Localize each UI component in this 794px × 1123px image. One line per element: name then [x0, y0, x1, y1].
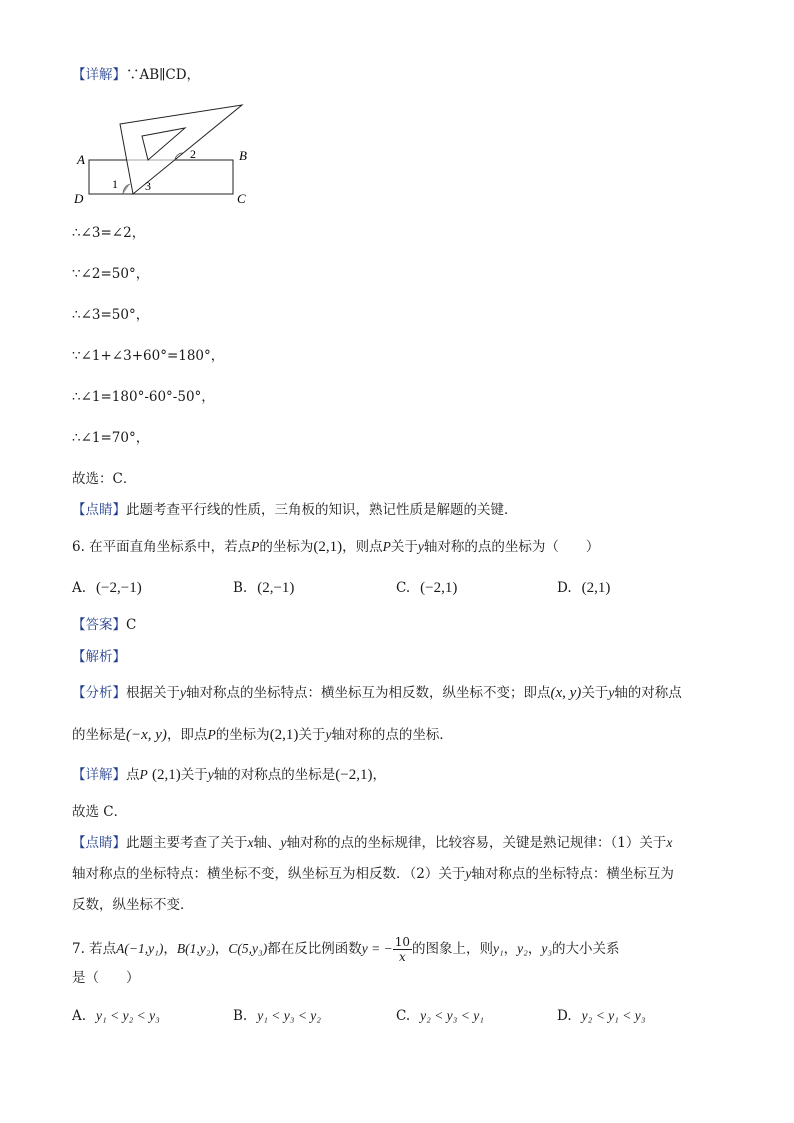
triangle-ruler: [120, 105, 242, 194]
q7-fraction: [393, 935, 412, 964]
choose-line: 故选：C．: [72, 471, 137, 487]
fenxi-p: P: [207, 727, 216, 742]
step-line: ∴∠1=180°-60°-50°，: [72, 389, 215, 405]
option-letter: B.: [233, 580, 248, 596]
q6-coord: (2,1): [313, 539, 343, 555]
q6-option-a: [72, 578, 142, 598]
q7-text: 7. 若点: [72, 941, 117, 957]
fenxi-y: y: [180, 685, 186, 700]
fenxi-text: 的坐标是: [72, 727, 126, 743]
fenxi-text: ，即点: [166, 727, 208, 743]
fenxi-text: 关于: [298, 727, 326, 743]
detail6-coord: (2,1): [152, 767, 181, 783]
q7-option-b: [233, 1006, 321, 1026]
fenxi-tag: 【分析】: [72, 685, 126, 701]
fenxi-xy: (x, y): [550, 685, 582, 701]
q6-text: 轴对称的点的坐标为（ ）: [423, 539, 600, 555]
q6-text: 关于: [390, 539, 418, 555]
comment6-y: y: [465, 866, 472, 881]
fenxi-text: 轴对称的点的坐标．: [331, 727, 453, 743]
q6-y: y: [417, 539, 424, 554]
analysis-tag: 【解析】: [72, 649, 126, 665]
q6-text: ，则点: [342, 539, 383, 555]
option-letter: D.: [557, 1008, 572, 1024]
answer-tag: 【答案】: [72, 617, 126, 633]
step-line: ∴∠3=∠2，: [72, 225, 146, 241]
comment6-y: y: [280, 835, 287, 850]
label-angle-1: 1: [112, 177, 118, 191]
q7-text: ，: [163, 941, 177, 957]
q7-option-d: [557, 1006, 645, 1026]
label-c: C: [237, 191, 246, 206]
answer-text: C: [126, 617, 137, 633]
q7-text: ，: [214, 941, 229, 957]
comment6-text: 轴对称点的坐标特点：横坐标互为: [471, 866, 674, 882]
fenxi-text: 关于: [581, 685, 609, 701]
q7-text: ，: [527, 941, 542, 957]
option-value: y₂ < y₁ < y₃: [581, 1008, 646, 1023]
option-letter: C.: [396, 580, 411, 596]
label-a: A: [77, 152, 85, 167]
q7-point-a: A(−1,y₁): [116, 941, 164, 956]
comment6-x: x: [247, 835, 254, 850]
q6-point-p: P: [251, 539, 260, 554]
fraction-denominator: x: [398, 950, 406, 964]
comment6-text: 轴对称的点的坐标规律，比较容易，关键是熟记规律：（1）关于: [286, 835, 667, 851]
q7-y2: y₂: [517, 941, 528, 956]
fenxi-text: 的坐标为: [215, 727, 270, 743]
option-letter: D.: [557, 580, 572, 596]
detail6-text: 关于: [180, 767, 208, 783]
fenxi-line-1: [72, 683, 682, 703]
option-value: (2,1): [581, 580, 611, 596]
detail6-text: 点: [126, 767, 140, 783]
detail6-tag: 【详解】: [72, 767, 126, 783]
q6-text: 的坐标为: [259, 539, 314, 555]
option-letter: A.: [72, 1008, 87, 1024]
fenxi-y: y: [325, 727, 332, 742]
detail6-text: ，: [372, 767, 386, 783]
option-letter: C.: [396, 1008, 411, 1024]
comment6-text: 轴对称点的坐标特点：横坐标不变，纵坐标互为相反数．（2）关于: [72, 866, 466, 882]
comment6-line-1: [72, 833, 672, 853]
detail6-line: [72, 765, 386, 785]
step-line: ∵∠1+∠3+60°=180°，: [72, 348, 225, 364]
fraction-numerator: 10: [394, 935, 410, 949]
comment-text: 此题考查平行线的性质，三角板的知识，熟记性质是解题的关键．: [126, 502, 518, 518]
comment-tag: 【点睛】: [72, 502, 126, 518]
fenxi-text: 轴对称点的坐标特点：横坐标互为相反数，纵坐标不变；即点: [186, 685, 551, 701]
comment6-tag: 【点睛】: [72, 835, 126, 851]
option-value: (−2,1): [420, 580, 458, 596]
choose6-line: 故选 C．: [72, 804, 128, 820]
option-value: y₁ < y₃ < y₂: [257, 1008, 321, 1023]
option-value: y₂ < y₃ < y₁: [420, 1008, 484, 1023]
fenxi-coord: (2,1): [269, 727, 299, 743]
q7-text: 的图象上，则: [411, 941, 493, 957]
answer-line: [72, 615, 136, 635]
q7-y1: y₁: [492, 941, 504, 956]
q7-point-c: C(5,y₃): [228, 941, 268, 956]
comment6-text: 轴、: [253, 835, 281, 851]
q7-text: 的大小关系: [552, 941, 620, 957]
question-6-stem: [72, 537, 599, 557]
q7-option-a: [72, 1006, 160, 1026]
step-line: ∵∠2=50°，: [72, 266, 150, 282]
q7-y3: y₃: [541, 941, 553, 956]
label-b: B: [239, 148, 247, 163]
q7-text: ，: [503, 941, 518, 957]
label-angle-3: 3: [145, 179, 151, 193]
option-value: (−2,−1): [96, 580, 142, 596]
comment6-line-2: [72, 864, 674, 884]
comment6-line-3: 反数，纵坐标不变．: [72, 897, 194, 913]
detail6-text: 轴的对称点的坐标是: [213, 767, 336, 783]
question-7-stem: [72, 933, 620, 965]
q6-option-c: [396, 578, 457, 598]
angle-1-arc: [123, 184, 130, 194]
q7-func: y = −: [361, 941, 393, 956]
fenxi-line-2: [72, 725, 453, 745]
detail-text: ∵AB∥CD，: [126, 67, 201, 83]
option-letter: A.: [72, 580, 87, 596]
detail-line: [72, 65, 200, 85]
detail6-y: y: [207, 767, 214, 782]
q6-point-p: P: [382, 539, 391, 554]
question-7-line-2: 是（ ）: [72, 970, 140, 986]
q6-option-d: [557, 578, 610, 598]
fenxi-y: y: [608, 685, 615, 700]
q7-point-b: B(1,y₂): [176, 941, 215, 956]
option-value: (2,−1): [257, 580, 295, 596]
q7-option-c: [396, 1006, 484, 1026]
label-d: D: [74, 191, 84, 206]
detail6-result: (−2,1): [335, 767, 373, 783]
option-value: y₁ < y₂ < y₃: [96, 1008, 160, 1023]
step-line: ∴∠3=50°，: [72, 307, 150, 323]
label-angle-2: 2: [190, 147, 196, 161]
fenxi-text: 轴的对称点: [614, 685, 682, 701]
detail-tag: 【详解】: [72, 67, 126, 83]
comment-line: [72, 500, 518, 520]
comment6-x: x: [666, 835, 673, 850]
comment6-text: 此题主要考查了关于: [126, 835, 248, 851]
q6-text: 6. 在平面直角坐标系中，若点: [72, 539, 252, 555]
option-letter: B.: [233, 1008, 248, 1024]
detail6-p: P: [139, 767, 148, 782]
fenxi-text: 根据关于: [126, 685, 180, 701]
fenxi-neg-xy: (−x, y): [126, 727, 167, 743]
geometry-figure: [72, 102, 262, 208]
step-line: ∴∠1=70°，: [72, 430, 150, 446]
q7-text: 都在反比例函数: [267, 941, 362, 957]
analysis-line: [72, 647, 126, 667]
q6-option-b: [233, 578, 294, 598]
